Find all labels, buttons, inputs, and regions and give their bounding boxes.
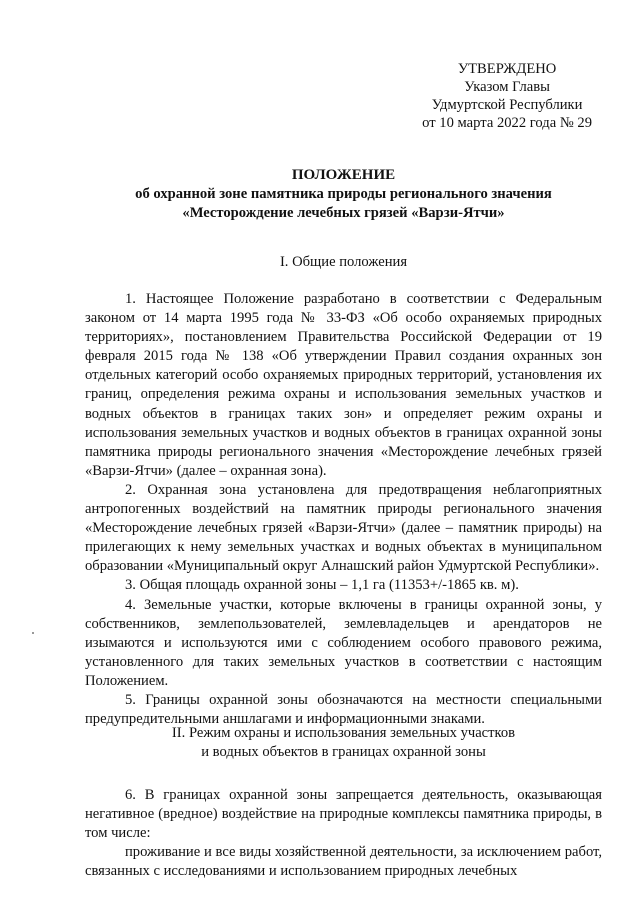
paragraph-6-item-1: проживание и все виды хозяйственной деятельности, за исключением работ, связанных с исследованиями и использованием природных лечебных bbox=[85, 844, 602, 880]
title-main: ПОЛОЖЕНИЕ bbox=[291, 167, 396, 183]
document-title bbox=[85, 166, 602, 223]
approval-line-date: от 10 марта 2022 года № 29 bbox=[422, 115, 592, 131]
section-1-heading: I. Общие положения bbox=[279, 254, 408, 270]
paragraph-3: 3. Общая площадь охранной зоны – 1,1 га (11353+/-1865 кв. м). bbox=[125, 577, 519, 594]
section-2-body bbox=[85, 786, 602, 881]
paragraph-1: 1. Настоящее Положение разработано в соответствии с Федеральным законом от 14 марта 1995 года № 33-ФЗ «Об особо охраняемых природных территориях», постановлением Правительства Российской Федерации от 19 февраля 2015 года № 138 «Об утверждении Правил создания охранных зон отдельных категорий особо охраняемых природных территорий, установления их границ, определения режима охраны и использования земельных участков и водных объектов в границах таких зон» и определяет режим охраны и использования земельных участков и водных объектов в границах охранной зоны памятника природы регионального значения «Месторождение лечебных грязей «Варзи-Ятчи» (далее – охранная зона). bbox=[85, 291, 602, 479]
approval-line-approved: УТВЕРЖДЕНО bbox=[457, 61, 557, 77]
section-2-heading-line-2: и водных объектов в границах охранной зоны bbox=[201, 744, 486, 760]
paragraph-4: 4. Земельные участки, которые включены в границы охранной зоны, у собственников, землепользователей, землевладельцев и арендаторов не изымаются и используются ими с соблюдением особого правового режима, установленного для таких земельных участков в соответствии с настоящим Положением. bbox=[85, 596, 602, 689]
scan-speck bbox=[32, 632, 34, 634]
approval-line-decree: Указом Главы bbox=[464, 79, 550, 95]
title-subtitle-2: «Месторождение лечебных грязей «Варзи-Ятчи» bbox=[182, 205, 505, 221]
paragraph-2: 2. Охранная зона установлена для предотвращения неблагоприятных антропогенных воздействий на памятник природы регионального значения «Месторождение лечебных грязей «Варзи-Ятчи» (далее – памятник природы) на прилегающих к нему земельных участках и водных объектах в муниципальном образовании «Муниципальный округ Алнашский район Удмуртской Республики». bbox=[85, 481, 602, 575]
title-subtitle-1: об охранной зоне памятника природы регионального значения bbox=[135, 186, 552, 202]
paragraph-5: 5. Границы охранной зоны обозначаются на местности специальными предупредительными аншлагами и информационными знаками. bbox=[85, 691, 602, 728]
approval-line-region: Удмуртской Республики bbox=[431, 97, 583, 113]
section-2-heading bbox=[85, 724, 602, 762]
paragraph-6: 6. В границах охранной зоны запрещается деятельность, оказывающая негативное (вредное) воздействие на природные комплексы памятника природы, в том числе: bbox=[85, 787, 602, 842]
section-1-body bbox=[85, 290, 602, 729]
section-2-heading-line-1: II. Режим охраны и использования земельных участков bbox=[171, 725, 516, 741]
approval-stamp bbox=[422, 60, 592, 132]
